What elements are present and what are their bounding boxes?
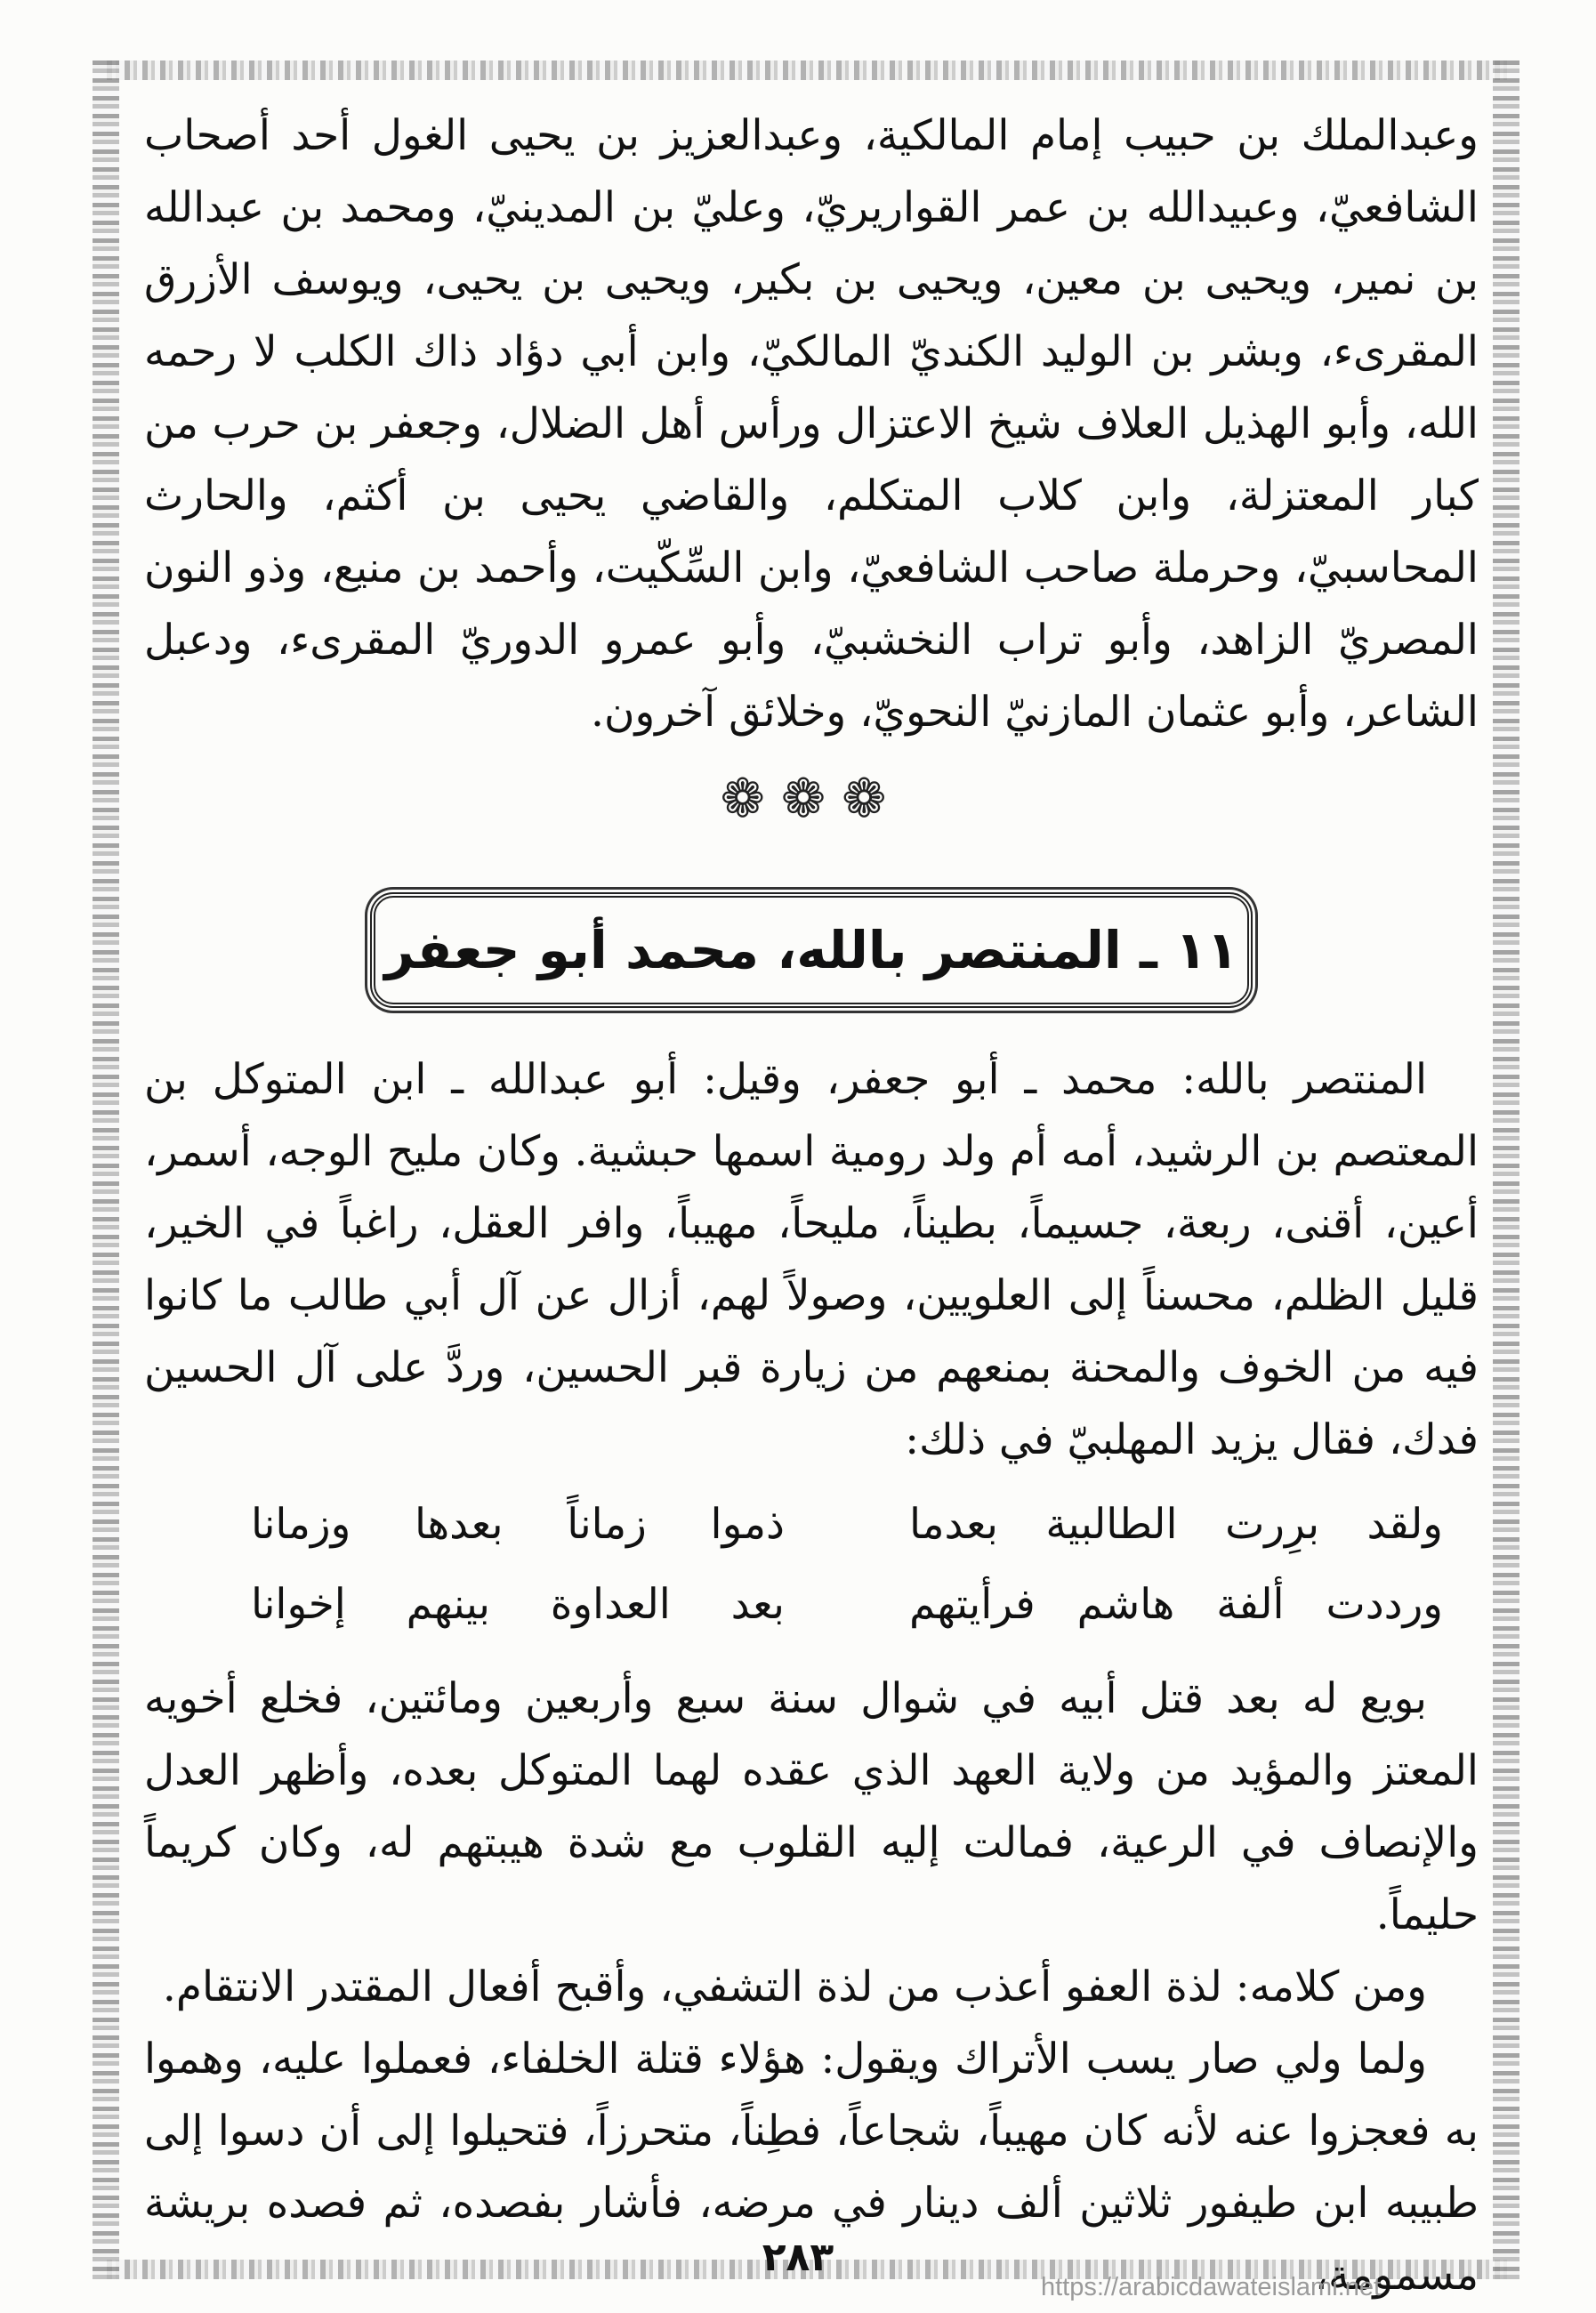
paragraph-top: وعبدالملك بن حبيب إمام المالكية، وعبدالعزيز بن يحيى الغول أحد أصحاب الشافعيّ، وعبيدالله بن عمر القواريريّ، وعليّ بن المدينيّ، ومحمد بن عبدالله بن نمير، ويحيى بن معين، ويحيى بن بكير، ويحيى بن يحيى، ويوسف الأزرق المقرىء، وبشر بن الوليد الكنديّ المالكيّ، وابن أبي دؤاد ذاك الكلب لا رحمه الله، وأبو الهذيل العلاف شيخ الاعتزال ورأس أهل الضلال، وجعفر بن حرب من كبار المعتزلة، وابن كلاب المتكلم، والقاضي يحيى بن أكثم، والحارث المحاسبيّ، وحرملة صاحب الشافعيّ، وابن السِّكّيت، وأحمد بن منيع، وذو النون المصريّ الزاهد، وأبو تراب النخشبيّ، وأبو عمرو الدوريّ المقرىء، ودعبل الشاعر، وأبو عثمان المازنيّ النحويّ، وخلائق آخرون.	[144, 111, 1479, 737]
verse-first-hemistich: ولقد برِرت الطالبية بعدما	[909, 1500, 1443, 1549]
paragraph-end: ولما ولي صار يسب الأتراك ويقول: هؤلاء قتلة الخلفاء، فعملوا عليه، وهموا به فعجزوا عنه لأنه كان مهيباً، شجاعاً، فطِناً، متحرزاً، فتحيلوا إلى أن دسوا إلى طبيبه ابن طيفور ثلاثين ألف دينار في مرضه، فأشار بفصده، ثم فصده بريشة مسمومة،	[144, 2035, 1479, 2300]
separator-ornament: ❁❁❁	[720, 768, 903, 830]
poem-verse	[144, 1565, 1479, 1645]
verse-second-hemistich: بعد العداوة بينهم إخوانا	[251, 1580, 785, 1629]
paragraph-bayah: بويع له بعد قتل أبيه في شوال سنة سبع وأربعين ومائتين، فخلع أخويه المعتز والمؤيد من ولاية العهد الذي عقده لهما المتوكل بعده، وأظهر العدل والإنصاف في الرعية، فمالت إليه القلوب مع شدة هيبتهم له، وكان كريماً حليماً.	[144, 1674, 1479, 1939]
verse-second-hemistich: ذموا زماناً بعدها وزمانا	[251, 1500, 785, 1549]
verse-first-hemistich: ورددت ألفة هاشم فرأيتهم	[909, 1580, 1443, 1629]
page-border-top	[107, 60, 1507, 80]
page-border-left	[93, 60, 119, 2279]
poem	[144, 1485, 1479, 1645]
poem-verse	[144, 1485, 1479, 1565]
paragraph-saying: ومن كلامه: لذة العفو أعذب من لذة التشفي، وأقبح أفعال المقتدر الانتقام.	[162, 1962, 1427, 2011]
section-title: ١١ ـ المنتصر بالله، محمد أبو جعفر	[384, 920, 1238, 980]
page-number: ٢٨٣	[762, 2235, 834, 2280]
page-content	[144, 100, 1479, 2311]
section-title-frame	[370, 892, 1253, 1008]
paragraph-intro: المنتصر بالله: محمد ـ أبو جعفر، وقيل: أبو عبدالله ـ ابن المتوكل بن المعتصم بن الرشيد، أمه أم ولد رومية اسمها حبشية. وكان مليح الوجه، أسمر، أعين، أقنى، ربعة، جسيماً، بطيناً، مليحاً، مهيباً، وافر العقل، راغباً في الخير، قليل الظلم، محسناً إلى العلويين، وصولاً لهم، أزال عن آل أبي طالب ما كانوا فيه من الخوف والمحنة بمنعهم من زيارة قبر الحسين، وردَّ على آل الحسين فدك، فقال يزيد المهلبيّ في ذلك:	[144, 1055, 1479, 1464]
watermark-url: https://arabicdawateislami.net	[1041, 2273, 1382, 2301]
page-border-right	[1493, 60, 1519, 2279]
